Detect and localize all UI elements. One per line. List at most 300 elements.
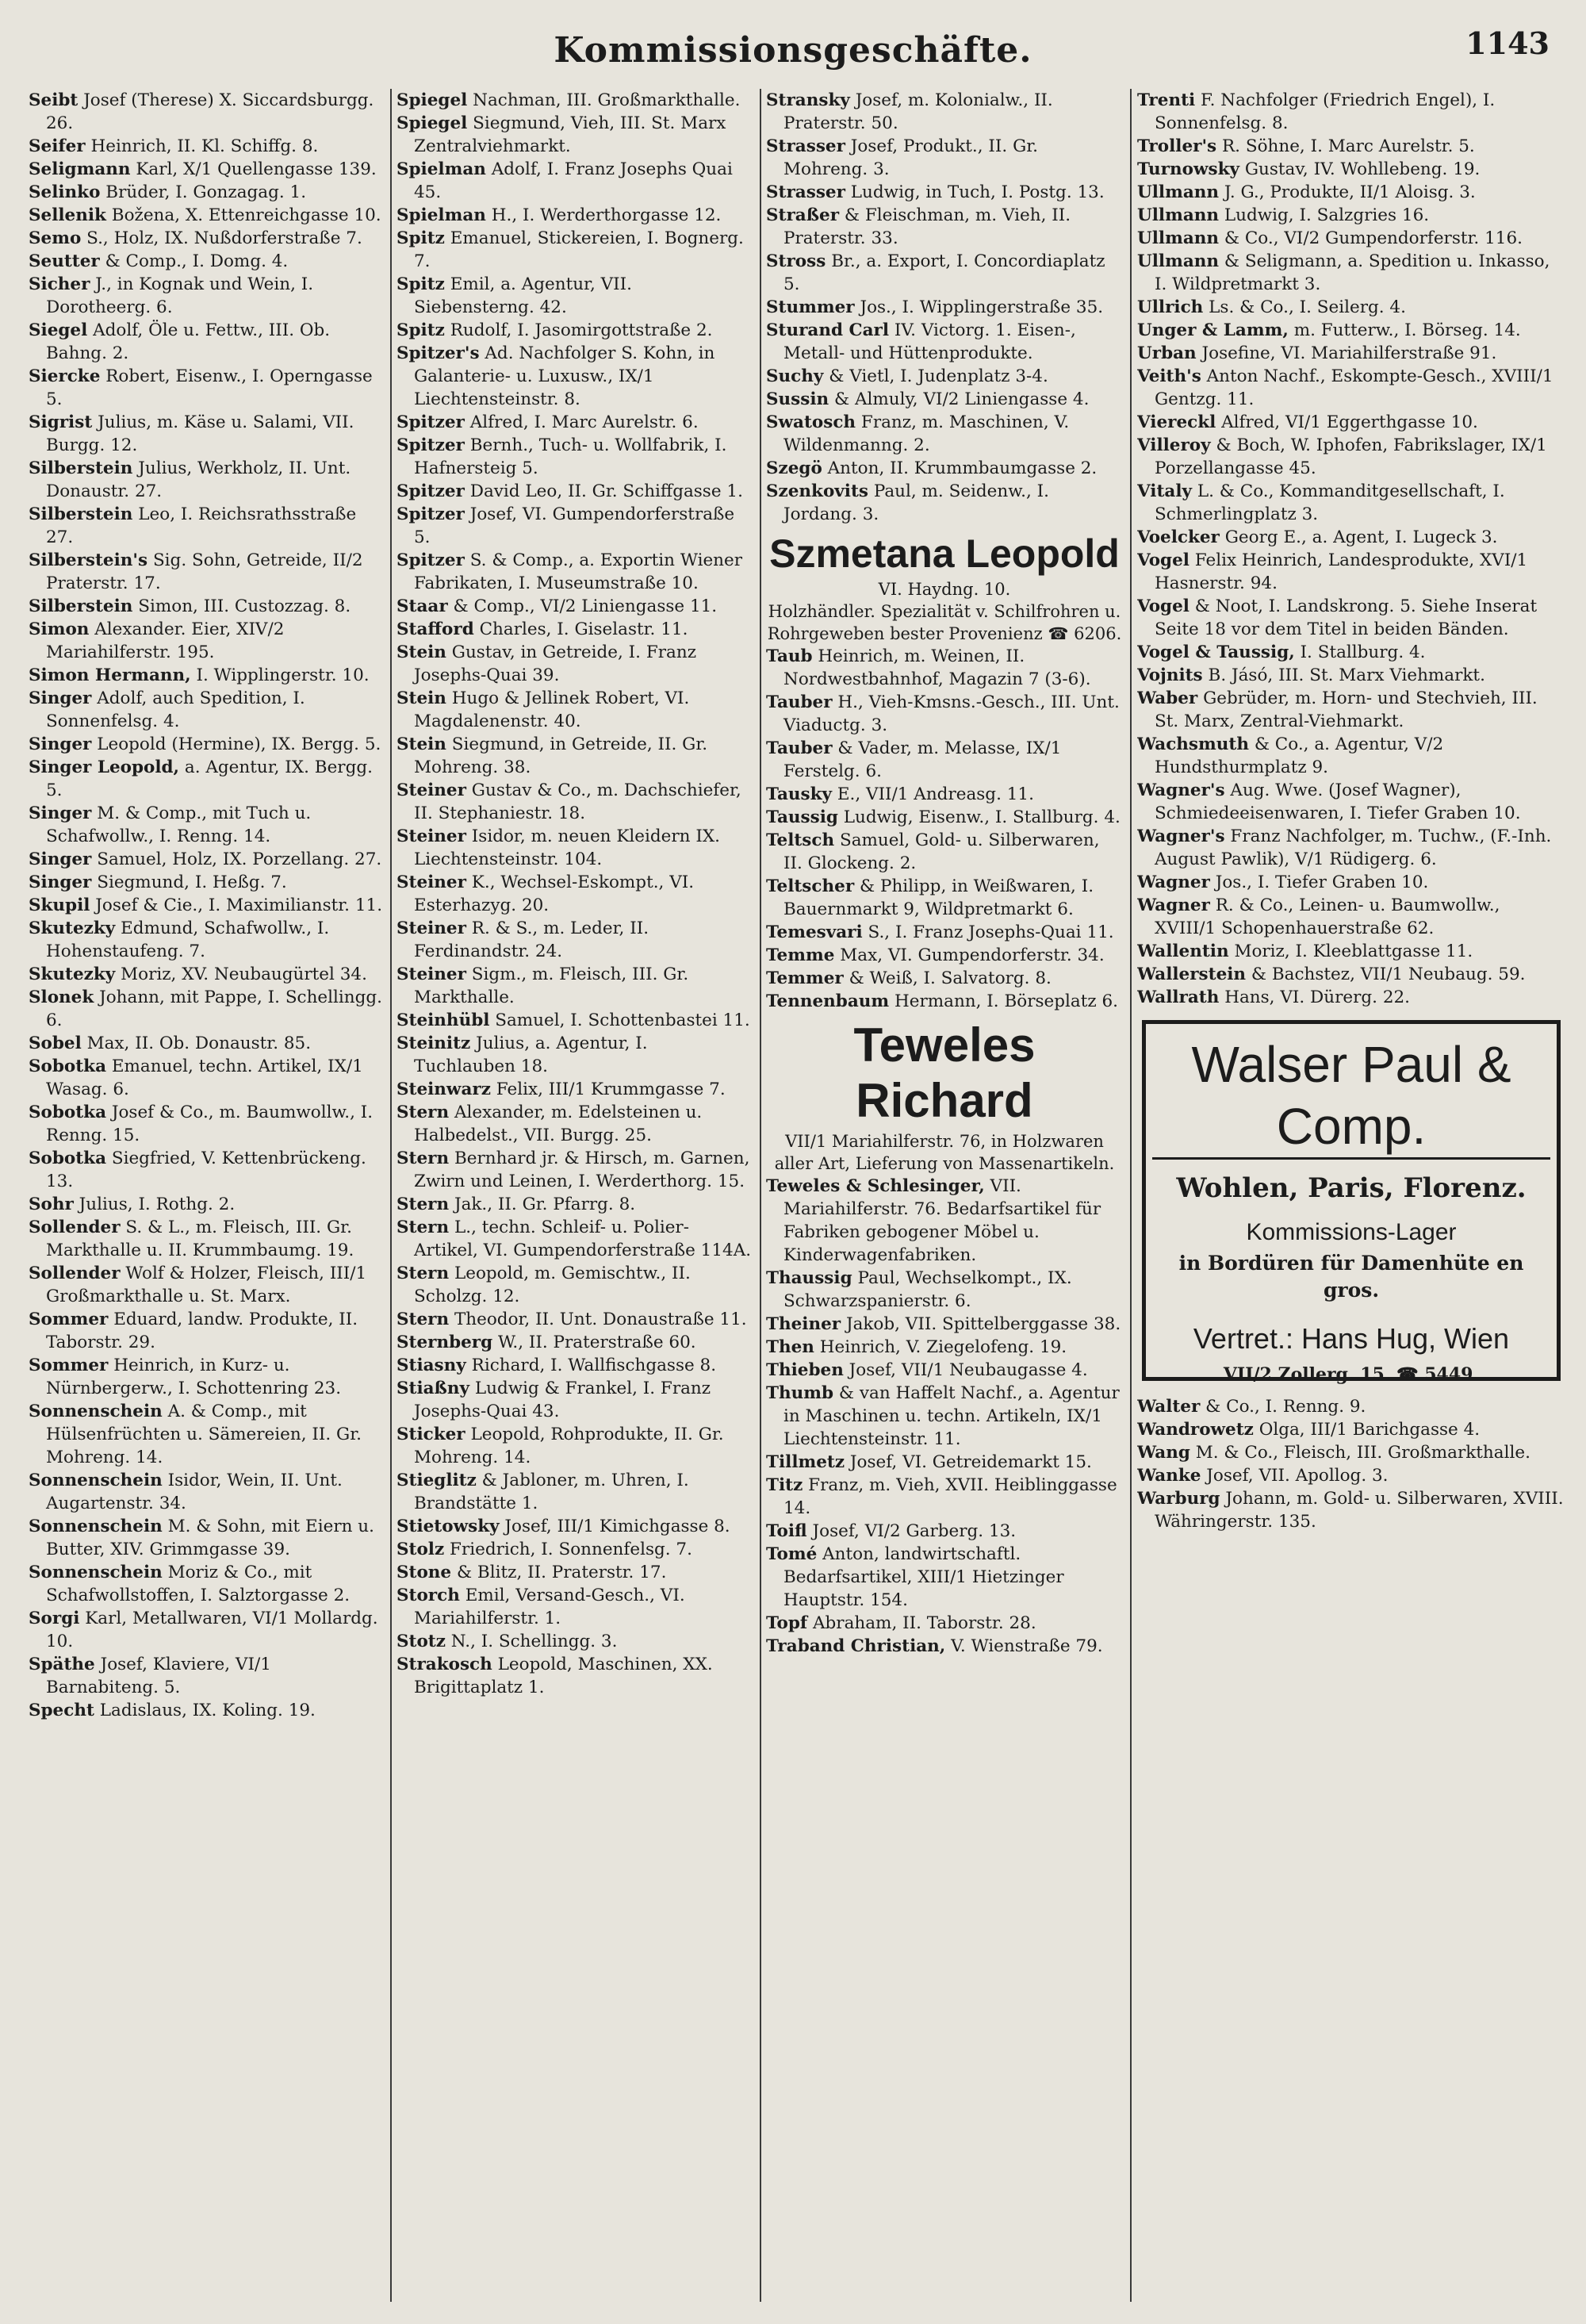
entry-details: Josef, VII/1 Neubaugasse 4. — [849, 1360, 1088, 1380]
directory-entry — [29, 917, 384, 963]
directory-entry — [396, 342, 752, 411]
entry-name: Sobotka — [29, 1103, 106, 1122]
directory-entry — [29, 1032, 384, 1055]
directory-entry — [766, 411, 1123, 457]
directory-entry — [766, 1474, 1123, 1520]
directory-entry — [766, 1175, 1123, 1267]
entry-details: Emanuel, Stickereien, I. Bognerg. 7. — [414, 228, 744, 271]
entry-name: Veith's — [1137, 366, 1201, 386]
entry-details: & Bachstez, VII/1 Neubaug. 59. — [1251, 964, 1526, 984]
entry-details: H., Vieh-Kmsns.-Gesch., III. Unt. Viaductg. 3. — [783, 692, 1120, 735]
directory-entry — [396, 273, 752, 319]
directory-entry — [29, 1055, 384, 1101]
entry-name: Spitzer — [396, 504, 465, 524]
entry-details: H., I. Werderthorgasse 12. — [491, 205, 722, 225]
directory-entry — [766, 783, 1123, 806]
entry-details: & Co., VI/2 Gumpendorferstr. 116. — [1224, 228, 1523, 248]
directory-entry — [766, 944, 1123, 967]
entry-details: Josef, Klaviere, VI/1 Barnabiteng. 5. — [46, 1655, 271, 1697]
directory-entry — [396, 434, 752, 480]
entry-details: Emil, a. Agentur, VII. Siebensterng. 42. — [414, 274, 632, 317]
directory-entry — [29, 1216, 384, 1262]
entry-details: Emil, Versand-Gesch., VI. Mariahilferstr. 1. — [414, 1586, 685, 1628]
directory-entry — [396, 779, 752, 825]
directory-entry — [29, 871, 384, 894]
entry-name: Strasser — [766, 136, 845, 156]
entry-details: Olga, III/1 Barichgasse 4. — [1258, 1420, 1481, 1440]
directory-entry — [396, 1262, 752, 1308]
entry-details: Bernhard jr. & Hirsch, m. Garnen, Zwirn und Leinen, I. Werderthorg. 15. — [414, 1149, 750, 1191]
entry-list-b — [1137, 1395, 1565, 1533]
directory-entry — [396, 89, 752, 112]
entry-details: Ludwig, in Tuch, I. Postg. 13. — [850, 182, 1105, 202]
entry-details: Julius, m. Käse u. Salami, VII. Burgg. 12. — [46, 412, 354, 455]
directory-entry — [766, 365, 1123, 388]
entry-details: Sig. Sohn, Getreide, II/2 Praterstr. 17. — [46, 550, 363, 593]
entry-details: Franz Nachfolger, m. Tuchw., (F.-Inh. August Pawlik), V/1 Rüdigerg. 6. — [1155, 826, 1552, 869]
directory-entry — [766, 457, 1123, 480]
directory-entry — [1137, 687, 1565, 733]
entry-details: Brüder, I. Gonzagag. 1. — [105, 182, 307, 202]
entry-name: Tillmetz — [766, 1452, 845, 1472]
directory-entry — [396, 1032, 752, 1078]
entry-details: Anton Nachf., Eskompte-Gesch., XVIII/1 Gentzg. 11. — [1155, 366, 1553, 409]
entry-details: J. G., Produkte, II/1 Aloisg. 3. — [1224, 182, 1476, 202]
advertisement-teweles — [766, 1018, 1123, 1175]
directory-entry — [1137, 158, 1565, 181]
entry-details: Wolf & Holzer, Fleisch, III/1 Großmarkthalle u. St. Marx. — [46, 1264, 367, 1306]
entry-details: Adolf, auch Spedition, I. Sonnenfelsg. 4. — [46, 688, 305, 731]
entry-details: & Vietl, I. Judenplatz 3-4. — [829, 366, 1048, 386]
entry-name: Szenkovits — [766, 481, 868, 501]
entry-details: Leo, I. Reichsrathsstraße 27. — [46, 504, 357, 547]
directory-entry — [766, 1336, 1123, 1359]
entry-name: Stotz — [396, 1632, 446, 1651]
directory-entry — [396, 158, 752, 204]
directory-entry — [396, 1515, 752, 1538]
directory-entry — [396, 112, 752, 158]
entry-details: Felix Heinrich, Landesprodukte, XVI/1 Hasnerstr. 94. — [1155, 550, 1528, 593]
directory-entry — [766, 875, 1123, 921]
directory-entry — [29, 227, 384, 250]
entry-details: Alfred, VI/1 Eggerthgasse 10. — [1221, 412, 1478, 432]
directory-entry — [29, 89, 384, 135]
entry-name: Seutter — [29, 251, 100, 271]
directory-entry — [29, 1400, 384, 1469]
directory-entry — [1137, 871, 1565, 894]
entry-details: V. Wienstraße 79. — [951, 1636, 1103, 1656]
entry-details: Eduard, landw. Produkte, II. Taborstr. 29. — [46, 1310, 358, 1352]
entry-details: B. Jásó, III. St. Marx Viehmarkt. — [1208, 665, 1485, 685]
entry-details: & Vader, m. Melasse, IX/1 Ferstelg. 6. — [783, 738, 1062, 781]
directory-entry — [766, 250, 1123, 296]
directory-entry — [29, 549, 384, 595]
entry-name: Thieben — [766, 1360, 844, 1380]
entry-name: Tauber — [766, 738, 833, 758]
entry-details: Jos., I. Tiefer Graben 10. — [1215, 872, 1429, 892]
entry-details: Heinrich, in Kurz- u. Nürnbergerw., I. Schottenring 23. — [46, 1356, 342, 1398]
entry-details: Hugo & Jellinek Robert, VI. Magdalenenstr. 40. — [414, 688, 690, 731]
entry-name: Taub — [766, 646, 813, 666]
directory-entry — [29, 1699, 384, 1722]
entry-details: I. Stallburg. 4. — [1300, 642, 1426, 662]
column-3 — [766, 89, 1123, 2302]
entry-details: K., Wechsel-Eskompt., VI. Esterhazyg. 20. — [414, 872, 695, 915]
entry-details: Gustav, IV. Wohllebeng. 19. — [1244, 159, 1481, 179]
entry-name: Wandrowetz — [1137, 1420, 1254, 1440]
directory-entry — [29, 181, 384, 204]
entry-name: Silberstein — [29, 596, 133, 616]
directory-entry — [1137, 1464, 1565, 1487]
entry-details: & Philipp, in Weißwaren, I. Bauernmarkt 9, Wildpretmarkt 6. — [783, 876, 1094, 919]
ad-description: in Bordüren für Damenhüte en gros. — [1178, 1252, 1524, 1302]
directory-entry — [396, 1377, 752, 1423]
column-rule — [390, 89, 392, 2302]
entry-name: Stiaßny — [396, 1379, 470, 1398]
entry-details: Franz, m. Vieh, XVII. Heiblinggasse 14. — [783, 1475, 1117, 1518]
entry-details: Friedrich, I. Sonnenfelsg. 7. — [450, 1540, 692, 1559]
directory-entry — [29, 595, 384, 618]
entry-name: Sturand Carl — [766, 320, 890, 340]
entry-name: Stern — [396, 1264, 450, 1283]
directory-entry — [766, 1635, 1123, 1658]
entry-name: Ullmann — [1137, 251, 1220, 271]
entry-details: & Noot, I. Landskrong. 5. Siehe Inserat Seite 18 vor dem Titel in beiden Bänden. — [1155, 596, 1538, 639]
directory-entry — [29, 664, 384, 687]
entry-details: S. & L., m. Fleisch, III. Gr. Markthalle u. II. Krummbaumg. 19. — [46, 1218, 354, 1260]
entry-details: Siegfried, V. Kettenbrückeng. 13. — [46, 1149, 366, 1191]
entry-name: Singer — [29, 849, 92, 869]
directory-entry — [1137, 986, 1565, 1009]
entry-name: Sobotka — [29, 1149, 106, 1168]
entry-name: Thumb — [766, 1383, 834, 1403]
entry-details: M. & Comp., mit Tuch u. Schafwollw., I. Renng. 14. — [46, 803, 312, 846]
entry-name: Singer — [29, 688, 92, 708]
entry-name: Wagner's — [1137, 780, 1225, 800]
entry-details: Paul, m. Seidenw., I. Jordang. 3. — [783, 481, 1049, 524]
entry-details: Aug. Wwe. (Josef Wagner), Schmiedeeisenwaren, I. Tiefer Graben 10. — [1155, 780, 1521, 823]
ad-representative: Vertret.: Hans Hug, Wien — [1193, 1322, 1510, 1355]
entry-details: & Boch, W. Iphofen, Fabrikslager, IX/1 Porzellangasse 45. — [1155, 435, 1547, 478]
entry-name: Wallentin — [1137, 941, 1229, 961]
directory-entry — [1137, 825, 1565, 871]
entry-details: & Fleischman, m. Vieh, II. Praterstr. 33. — [783, 205, 1071, 248]
entry-name: Stransky — [766, 90, 850, 110]
entry-name: Ullmann — [1137, 205, 1220, 225]
entry-name: Spitz — [396, 320, 445, 340]
directory-entry — [396, 480, 752, 503]
entry-name: Simon Hermann, — [29, 665, 191, 685]
directory-entry — [396, 1423, 752, 1469]
entry-details: Julius, Werkholz, II. Unt. Donaustr. 27. — [46, 458, 351, 501]
entry-name: Spitzer — [396, 435, 465, 455]
directory-entry — [29, 1561, 384, 1607]
entry-name: Sommer — [29, 1356, 109, 1375]
ad-title: Szmetana Leopold — [769, 531, 1120, 576]
directory-entry — [766, 89, 1123, 135]
directory-entry — [1137, 434, 1565, 480]
entry-name: Skupil — [29, 895, 90, 915]
directory-entry — [1137, 89, 1565, 135]
directory-entry — [1137, 779, 1565, 825]
directory-entry — [766, 388, 1123, 411]
entry-details: Leopold, m. Gemischtw., II. Scholzg. 12. — [414, 1264, 691, 1306]
directory-entry — [396, 641, 752, 687]
entry-details: Anton, II. Krummbaumgasse 2. — [827, 458, 1098, 478]
entry-details: Max, II. Ob. Donaustr. 85. — [86, 1034, 312, 1053]
entry-name: Vitaly — [1137, 481, 1192, 501]
entry-details: Heinrich, V. Ziegelofeng. 19. — [819, 1337, 1067, 1357]
entry-name: Sobel — [29, 1034, 82, 1053]
entry-details: R. & Co., Leinen- u. Baumwollw., XVIII/1 Schopenhauerstraße 62. — [1155, 895, 1500, 938]
entry-name: Teltscher — [766, 876, 855, 896]
entry-details: & Comp., I. Domg. 4. — [105, 251, 289, 271]
entry-name: Sicher — [29, 274, 90, 294]
directory-entry — [396, 917, 752, 963]
entry-name: Unger & Lamm, — [1137, 320, 1289, 340]
directory-entry — [766, 645, 1123, 691]
entry-details: Ladislaus, IX. Koling. 19. — [99, 1701, 316, 1720]
entry-details: Paul, Wechselkompt., IX. Schwarzspanierstr. 6. — [783, 1268, 1072, 1311]
directory-entry — [396, 1653, 752, 1699]
entry-details: Jak., II. Gr. Pfarrg. 8. — [454, 1195, 636, 1214]
entry-name: Spielman — [396, 205, 486, 225]
entry-details: I. Wipplingerstr. 10. — [196, 665, 370, 685]
entry-name: Stern — [396, 1149, 450, 1168]
entry-details: Josef & Cie., I. Maximilianstr. 11. — [95, 895, 383, 915]
entry-details: & Co., I. Renng. 9. — [1205, 1397, 1366, 1417]
directory-entry — [766, 1313, 1123, 1336]
entry-details: Charles, I. Giselastr. 11. — [479, 619, 688, 639]
entry-details: & Comp., VI/2 Liniengasse 11. — [453, 596, 718, 616]
entry-details: Samuel, I. Schottenbastei 11. — [495, 1011, 750, 1030]
entry-details: Hans, VI. Dürerg. 22. — [1224, 988, 1411, 1007]
entry-name: Sussin — [766, 389, 829, 409]
directory-entry — [396, 1538, 752, 1561]
entry-name: Wanke — [1137, 1466, 1201, 1486]
entry-details: Max, VI. Gumpendorferstr. 34. — [840, 945, 1105, 965]
entry-name: Späthe — [29, 1655, 95, 1674]
entry-details: Gustav, in Getreide, I. Franz Josephs-Quai 39. — [414, 642, 697, 685]
directory-entry — [29, 158, 384, 181]
entry-details: Josef, III/1 Kimichgasse 8. — [504, 1517, 730, 1536]
entry-details: David Leo, II. Gr. Schiffgasse 1. — [469, 481, 743, 501]
entry-name: Spitzer — [396, 412, 465, 432]
directory-entry — [1137, 894, 1565, 940]
entry-name: Tauber — [766, 692, 833, 712]
entry-name: Spitzer — [396, 481, 465, 501]
entry-details: Gebrüder, m. Horn- und Stechvieh, III. St. Marx, Zentral-Viehmarkt. — [1155, 688, 1538, 731]
entry-name: Theiner — [766, 1314, 841, 1334]
entry-name: Urban — [1137, 343, 1197, 363]
entry-name: Waber — [1137, 688, 1198, 708]
entry-details: & Blitz, II. Praterstr. 17. — [456, 1563, 667, 1582]
entry-details: Alexander, m. Edelsteinen u. Halbedelst., VII. Burgg. 25. — [414, 1103, 703, 1145]
entry-details: Ludwig, Eisenw., I. Stallburg. 4. — [843, 807, 1121, 827]
entry-name: Titz — [766, 1475, 803, 1495]
entry-details: A. & Comp., mit Hülsenfrüchten u. Sämereien, II. Gr. Mohreng. 14. — [46, 1402, 362, 1467]
entry-name: Spielman — [396, 159, 486, 179]
entry-name: Spiegel — [396, 113, 468, 133]
entry-details: Theodor, II. Unt. Donaustraße 11. — [454, 1310, 747, 1329]
entry-details: & Almuly, VI/2 Liniengasse 4. — [834, 389, 1090, 409]
directory-entry — [29, 1653, 384, 1699]
entry-details: Moriz, XV. Neubaugürtel 34. — [121, 964, 367, 984]
entry-name: Siercke — [29, 366, 101, 386]
entry-details: Jakob, VII. Spittelberggasse 38. — [845, 1314, 1121, 1334]
entry-details: VII. Mariahilferstr. 76. Bedarfsartikel für Fabriken gebogener Möbel u. Kinderwagenfabriken. — [783, 1176, 1101, 1265]
directory-entry — [1137, 526, 1565, 549]
entry-details: Karl, X/1 Quellengasse 139. — [136, 159, 377, 179]
directory-entry — [766, 1382, 1123, 1451]
entry-details: Adolf, I. Franz Josephs Quai 45. — [414, 159, 733, 202]
entry-name: Warburg — [1137, 1489, 1220, 1509]
entry-details: J., in Kognak und Wein, I. Dorotheerg. 6. — [46, 274, 314, 317]
entry-details: & Weiß, I. Salvatorg. 8. — [849, 968, 1052, 988]
entry-name: Voelcker — [1137, 527, 1220, 547]
entry-name: Steiner — [396, 918, 466, 938]
entry-name: Steiner — [396, 872, 466, 892]
directory-entry — [1137, 411, 1565, 434]
entry-details: Julius, I. Rothg. 2. — [79, 1195, 236, 1214]
entry-details: Jos., I. Wipplingerstraße 35. — [860, 297, 1104, 317]
entry-details: Isidor, m. neuen Kleidern IX. Liechtensteinstr. 104. — [414, 826, 720, 869]
directory-entry — [1137, 365, 1565, 411]
directory-entry — [1137, 1418, 1565, 1441]
directory-entry — [766, 737, 1123, 783]
directory-entry — [1137, 1441, 1565, 1464]
entry-name: Wang — [1137, 1443, 1190, 1463]
entry-name: Steinwarz — [396, 1080, 491, 1099]
entry-name: Sonnenschein — [29, 1402, 163, 1421]
directory-entry — [396, 871, 752, 917]
column-1 — [29, 89, 384, 2302]
entry-name: Stein — [396, 688, 446, 708]
entry-details: Heinrich, II. Kl. Schiffg. 8. — [90, 136, 319, 156]
entry-details: E., VII/1 Andreasg. 11. — [837, 784, 1034, 804]
entry-name: Ullmann — [1137, 182, 1220, 202]
directory-entry — [396, 1630, 752, 1653]
entry-name: Silberstein — [29, 504, 133, 524]
directory-entry — [766, 967, 1123, 990]
entry-name: Simon — [29, 619, 90, 639]
entry-details: L. & Co., Kommanditgesellschaft, I. Schmerlingplatz 3. — [1155, 481, 1505, 524]
directory-entry — [766, 1612, 1123, 1635]
entry-name: Selinko — [29, 182, 101, 202]
entry-details: Božena, X. Ettenreichgasse 10. — [111, 205, 381, 225]
entry-name: Wallerstein — [1137, 964, 1247, 984]
entry-details: Josef, VI/2 Garberg. 13. — [812, 1521, 1017, 1541]
entry-name: Szegö — [766, 458, 822, 478]
entry-details: Richard, I. Wallfischgasse 8. — [471, 1356, 717, 1375]
entry-details: Josef, m. Kolonialw., II. Praterstr. 50. — [783, 90, 1053, 133]
directory-entry — [396, 411, 752, 434]
entry-name: Steiner — [396, 780, 466, 800]
entry-details: N., I. Schellingg. 3. — [450, 1632, 618, 1651]
entry-details: Emanuel, techn. Artikel, IX/1 Wasag. 6. — [46, 1057, 363, 1099]
directory-entry — [766, 135, 1123, 181]
entry-name: Singer — [29, 803, 92, 823]
directory-entry — [1137, 595, 1565, 641]
entry-name: Tennenbaum — [766, 991, 890, 1011]
entry-details: Ad. Nachfolger S. Kohn, in Galanterie- u. Luxusw., IX/1 Liechtensteinstr. 8. — [414, 343, 715, 409]
entry-details: Alexander. Eier, XIV/2 Mariahilferstr. 195. — [46, 619, 285, 662]
entry-details: S., Holz, IX. Nußdorferstraße 7. — [86, 228, 362, 248]
directory-entry — [396, 1584, 752, 1630]
entry-details: Gustav & Co., m. Dachschiefer, II. Stephaniestr. 18. — [414, 780, 741, 823]
entry-name: Sommer — [29, 1310, 109, 1329]
entry-details: Karl, Metallwaren, VI/1 Mollardg. 10. — [46, 1609, 378, 1651]
entry-name: Traband Christian, — [766, 1636, 946, 1656]
directory-entry — [29, 963, 384, 986]
entry-name: Stein — [396, 642, 446, 662]
entry-details: Nachman, III. Großmarkthalle. — [473, 90, 741, 110]
entry-details: R. Söhne, I. Marc Aurelstr. 5. — [1221, 136, 1475, 156]
directory-entry — [396, 319, 752, 342]
entry-name: Stietowsky — [396, 1517, 500, 1536]
entry-name: Staar — [396, 596, 448, 616]
entry-name: Sonnenschein — [29, 1563, 163, 1582]
entry-details: Siegmund, Vieh, III. St. Marx Zentralviehmarkt. — [414, 113, 726, 156]
entry-details: F. Nachfolger (Friedrich Engel), I. Sonnenfelsg. 8. — [1155, 90, 1496, 133]
entry-name: Singer Leopold, — [29, 757, 180, 777]
entry-name: Vogel — [1137, 596, 1190, 616]
directory-entry — [396, 503, 752, 549]
entry-name: Teweles & Schlesinger, — [766, 1176, 985, 1196]
directory-entry — [29, 1193, 384, 1216]
entry-name: Steiner — [396, 964, 466, 984]
entry-details: W., II. Praterstraße 60. — [498, 1333, 696, 1352]
directory-entry — [1137, 1487, 1565, 1533]
directory-entry — [396, 1216, 752, 1262]
entry-details: L., techn. Schleif- u. Polier-Artikel, VI. Gumpendorferstraße 114A. — [414, 1218, 752, 1260]
ad-firm-name: Walser Paul & Comp. — [1152, 1034, 1550, 1160]
directory-entry — [1137, 135, 1565, 158]
entry-name: Stolz — [396, 1540, 445, 1559]
entry-details: Felix, III/1 Krummgasse 7. — [496, 1080, 726, 1099]
directory-entry — [396, 1331, 752, 1354]
entry-details: Ludwig & Frankel, I. Franz Josephs-Quai 43. — [414, 1379, 711, 1421]
directory-entry — [766, 480, 1123, 526]
directory-entry — [396, 825, 752, 871]
entry-details: M. & Co., Fleisch, III. Großmarkthalle. — [1195, 1443, 1530, 1463]
entry-details: Johann, mit Pappe, I. Schellingg. 6. — [46, 988, 382, 1030]
entry-name: Temmer — [766, 968, 844, 988]
directory-entry — [29, 1308, 384, 1354]
entry-name: Sollender — [29, 1264, 121, 1283]
directory-entry — [396, 227, 752, 273]
entry-name: Stern — [396, 1310, 450, 1329]
entry-details: m. Futterw., I. Börseg. 14. — [1293, 320, 1521, 340]
directory-entry — [766, 990, 1123, 1013]
directory-entry — [29, 1469, 384, 1515]
entry-name: Ullrich — [1137, 297, 1204, 317]
directory-entry — [766, 1359, 1123, 1382]
entry-details: Moriz & Co., mit Schafwollstoffen, I. Salztorgasse 2. — [46, 1563, 351, 1605]
entry-details: Moriz, I. Kleeblattgasse 11. — [1234, 941, 1473, 961]
directory-entry — [29, 1354, 384, 1400]
directory-entry — [396, 549, 752, 595]
page-title: Kommissionsgeschäfte. — [554, 30, 1032, 71]
directory-entry — [766, 1520, 1123, 1543]
advertisement-szmetana — [766, 531, 1123, 645]
ad-locations: Wohlen, Paris, Florenz. — [1176, 1172, 1527, 1204]
entry-name: Spitzer's — [396, 343, 480, 363]
entry-details: Bernh., Tuch- u. Wollfabrik, I. Hafnersteig 5. — [414, 435, 727, 478]
entry-details: Alfred, I. Marc Aurelstr. 6. — [469, 412, 699, 432]
entry-name: Sellenik — [29, 205, 106, 225]
entry-name: Steiner — [396, 826, 466, 846]
